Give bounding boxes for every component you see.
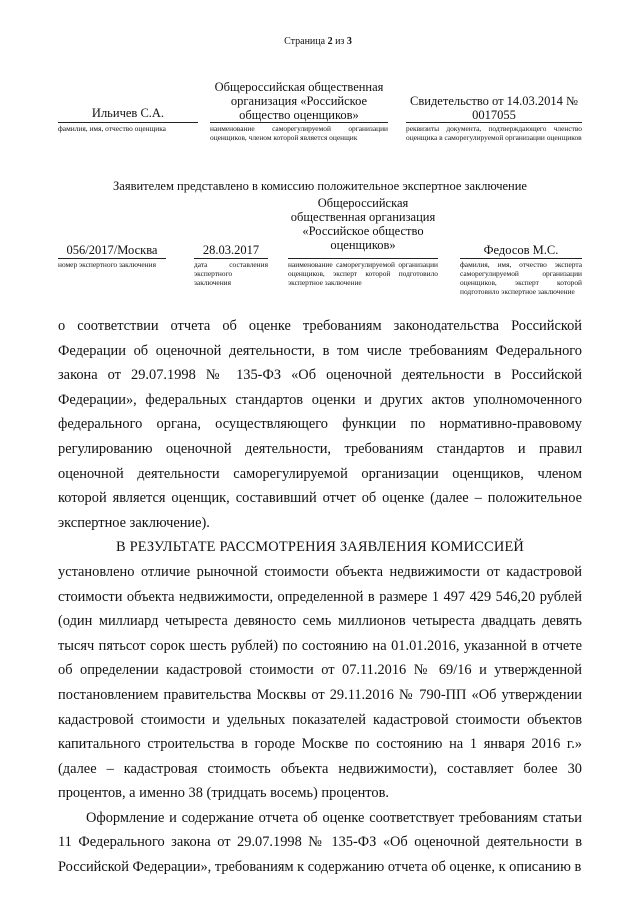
- expert-org-caption-cell: [288, 258, 438, 287]
- report-compliance-paragraph: Оформление и содержание отчета об оценке соответствует требованиям статьи 11 Федерального закона от 29.07.1998 № 135-ФЗ «Об оценочной деятельности в Российской Федерации», требованиям к содержанию отчета об оценке, к описанию в: [58, 809, 582, 876]
- org-name: Общероссийская общественная организация «Российское общество оценщиков»: [214, 80, 384, 122]
- commission-result-title: В РЕЗУЛЬТАТЕ РАССМОТРЕНИЯ ЗАЯВЛЕНИЯ КОМИССИЕЙ: [115, 539, 525, 556]
- appraiser-caption: фамилия, имя, отчество оценщика: [58, 124, 166, 133]
- appraiser-caption-cell: [58, 122, 198, 133]
- conclusion-number-caption-cell: [58, 258, 166, 269]
- date-caption-cell: [194, 258, 268, 287]
- org-caption-cell: [210, 122, 388, 142]
- appraiser-cell: [58, 106, 198, 120]
- document-body: [58, 314, 582, 880]
- compliance-paragraph: о соответствии отчета об оценке требованиям законодательства Российской Федерации об оценочной деятельности, в том числе требованиям Федерального закона от 29.07.1998 № 135-ФЗ «Об оценочной деятельности в Российской Федерации», федеральных стандартов оценки и других актов уполномоченного федерального органа, осуществляющего функции по нормативно-правовому регулированию оценочной деятельности, требованиям стандартов и правил оценочной деятельности саморегулируемой организации оценщиков, членом которой является оценщик, составивший отчет об оценке (далее – положительное экспертное заключение).: [58, 318, 582, 531]
- certificate-text: Свидетельство от 14.03.2014 № 0017055: [410, 94, 578, 122]
- date-cell: [194, 243, 268, 257]
- expert-caption: фамилия, имя, отчество эксперта саморегулируемой организации оценщиков, эксперт которой подготовило экспертное заключение: [460, 260, 582, 296]
- expert-org-cell: [288, 196, 438, 252]
- conclusion-number-cell: [58, 243, 166, 257]
- conclusion-heading: Заявителем представлено в комиссию положительное экспертное заключение: [113, 179, 527, 193]
- expert-name: Федосов М.С.: [483, 243, 559, 257]
- date-caption: дата составления экспертного заключения: [194, 260, 268, 287]
- expert-caption-cell: [460, 258, 582, 296]
- total-pages: 3: [346, 36, 352, 47]
- certificate-cell: [406, 94, 582, 122]
- expert-org-caption: наименование саморегулируемой организации оценщиков, эксперт которой подготовило экспертное заключение: [288, 260, 438, 287]
- expert-name-cell: [460, 243, 582, 257]
- page-number: Страница 2 из 3: [284, 36, 352, 47]
- appraiser-name: Ильичев С.А.: [91, 106, 165, 120]
- expert-org-name: Общероссийская общественная организация «Российское общество оценщиков»: [290, 196, 436, 252]
- certificate-caption: реквизиты документа, подтверждающего членство оценщика в саморегулируемой организации оценщиков: [406, 124, 582, 142]
- appraiser-row: [58, 62, 582, 160]
- expert-row: [58, 196, 582, 308]
- current-page: 2: [327, 36, 333, 47]
- valuation-difference-paragraph: установлено отличие рыночной стоимости объекта недвижимости от кадастровой стоимости объекта недвижимости, определенной в размере 1 497 429 546,20 рублей (один миллиард четыреста девяносто семь миллионов четыреста двадцать девять тысяч пятьсот сорок шесть рублей) по состоянию на 01.01.2016, указанной в отчете об определении кадастровой стоимости от 07.11.2016 № 69/16 и утвержденной постановлением правительства Москвы от 29.11.2016 № 790-ПП «Об утверждении кадастровой стоимости и удельных показателей кадастровой стоимости объектов капитального строительства в городе Москве по состоянию на 1 января 2016 г.» (далее – кадастровая стоимость объекта недвижимости), составляет более 30 процентов, а именно 38 (тридцать восемь) процентов.: [58, 563, 582, 802]
- org-cell: [210, 80, 388, 122]
- org-caption: наименование саморегулируемой организации оценщиков, членом которой является оценщик: [210, 124, 388, 142]
- conclusion-number: 056/2017/Москва: [66, 243, 158, 257]
- conclusion-number-caption: номер экспертного заключения: [58, 260, 156, 269]
- conclusion-date: 28.03.2017: [202, 243, 260, 257]
- certificate-caption-cell: [406, 122, 582, 142]
